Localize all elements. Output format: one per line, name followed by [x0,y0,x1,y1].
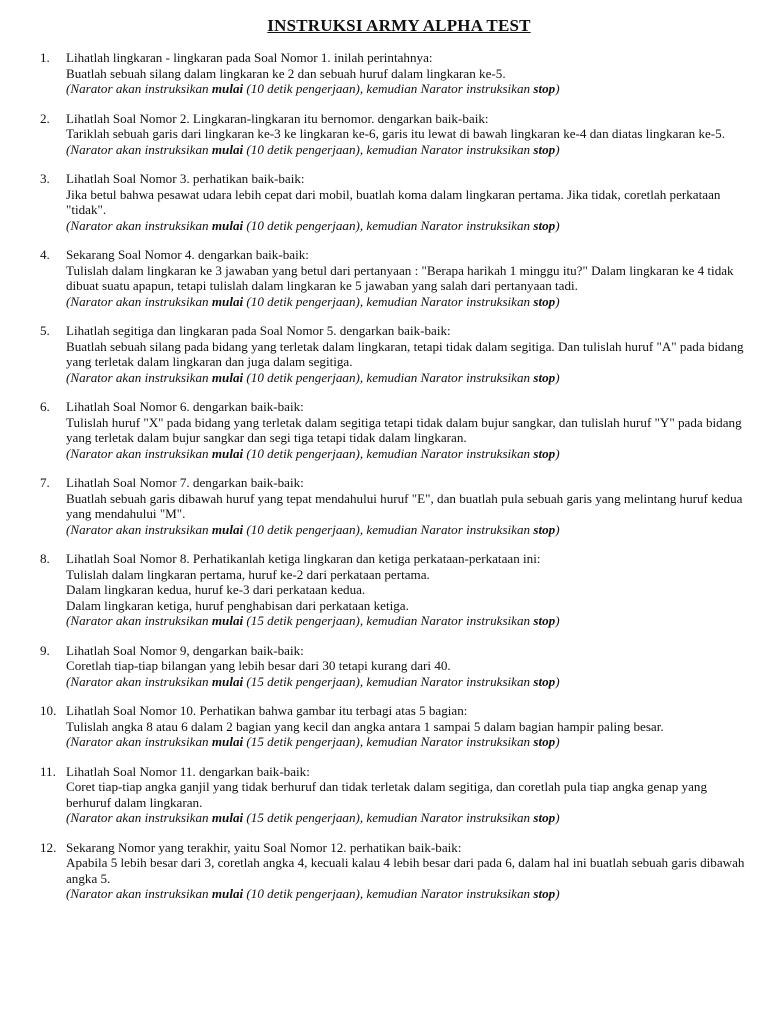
narrator-note [66,522,748,538]
item-instruction: Coret tiap-tiap angka ganjil yang tidak berhuruf dan tidak terletak dalam segitiga, dan coretlah pula tiap angka genap yang berhuruf dalam lingkaran. [66,779,707,810]
item-instruction: Buatlah sebuah silang pada bidang yang terletak dalam lingkaran, tetapi tidak dalam segitiga. Dan tulislah huruf "A" pada bidang yang terletak dalam lingkaran dan juga dalam segitiga. [66,338,744,369]
narrator-stop-word: stop [533,613,556,628]
narrator-text: (Narator akan instruksikan [66,521,212,537]
narrator-start-word: mulai [211,141,244,157]
narrator-text: (10 detik pengerjaan), kemudian Narator instruksikan [243,293,534,309]
narrator-text: (Narator akan instruksikan [66,810,212,825]
item-heading: Lihatlah Soal Nomor 10. Perhatikan bahwa gambar itu terbagi atas 5 bagian: [66,703,468,718]
instruction-item [40,764,748,826]
item-instruction: Tariklah sebuah garis dari lingkaran ke-3 ke lingkaran ke-6, garis itu lewat di bawah lingkaran ke-4 dan diatas lingkaran ke-5. [66,126,725,141]
narrator-text: ) [555,673,560,689]
narrator-start-word: mulai [211,217,244,233]
narrator-text: (Narator akan instruksikan [66,886,212,901]
item-instruction: Apabila 5 lebih besar dari 3, coretlah angka 4, kecuali kalau 4 lebih besar dari pada 6, dalam hal ini buatlah sebuah garis dibawah angka 5. [66,855,745,886]
narrator-start-word: mulai [211,293,244,309]
item-heading: Lihatlah Soal Nomor 2. Lingkaran-lingkaran itu bernomor. dengarkan baik-baik: [66,110,489,126]
narrator-text: (Narator akan instruksikan [66,734,212,749]
narrator-start-word: mulai [211,886,244,901]
item-instruction: Dalam lingkaran ketiga, huruf penghabisan dari perkataan ketiga. [66,597,409,613]
instruction-item [40,247,748,309]
item-number: 5. [40,323,50,338]
item-heading: Lihatlah segitiga dan lingkaran pada Soal Nomor 5. dengarkan baik-baik: [66,323,451,338]
narrator-note [66,370,748,386]
narrator-stop-word: stop [533,217,556,233]
narrator-text: (10 detik pengerjaan), kemudian Narator instruksikan [243,217,534,233]
item-instruction: Buatlah sebuah silang dalam lingkaran ke 2 dan sebuah huruf dalam lingkaran ke-5. [66,65,506,81]
narrator-text: (15 detik pengerjaan), kemudian Narator instruksikan [243,613,534,628]
narrator-start-word: mulai [211,613,244,628]
narrator-text: (Narator akan instruksikan [66,217,212,233]
narrator-text: ) [555,369,560,385]
instruction-item [40,50,748,97]
narrator-text: ) [555,217,560,233]
narrator-text: (15 detik pengerjaan), kemudian Narator instruksikan [243,810,534,825]
item-instruction: Tulislah huruf "X" pada bidang yang terletak dalam segitiga tetapi tidak dalam bujur sangkar, dan tulislah huruf "Y" pada bidang yang terletak dalam bujur sangkar dan segi tiga tetapi tidak dalam lingkaran. [66,414,742,445]
narrator-stop-word: stop [533,521,556,537]
narrator-text: ) [555,81,560,96]
narrator-text: ) [555,810,560,825]
narrator-text: (Narator akan instruksikan [66,673,212,689]
item-number: 12. [40,839,57,855]
instruction-item [40,111,748,158]
narrator-stop-word: stop [533,293,556,309]
narrator-note [66,218,748,234]
narrator-note [66,734,748,750]
narrator-note [66,142,748,158]
narrator-text: (Narator akan instruksikan [66,445,212,461]
narrator-stop-word: stop [533,369,556,385]
instruction-item [40,171,748,233]
item-number: 9. [40,642,50,658]
item-heading: Sekarang Soal Nomor 4. dengarkan baik-baik: [66,247,309,262]
item-instruction: Buatlah sebuah garis dibawah huruf yang tepat mendahului huruf "E", dan buatlah pula sebuah garis yang melintang huruf kedua yang mendahului "M". [66,490,743,521]
narrator-stop-word: stop [533,445,556,461]
narrator-text: (10 detik pengerjaan), kemudian Narator instruksikan [243,141,534,157]
narrator-text: (Narator akan instruksikan [66,369,212,385]
narrator-text: ) [555,886,560,901]
instruction-item [40,475,748,537]
item-heading: Lihatlah Soal Nomor 9, dengarkan baik-baik: [66,642,304,658]
narrator-text: ) [555,141,560,157]
item-number: 10. [40,703,57,718]
narrator-text: (10 detik pengerjaan), kemudian Narator instruksikan [243,81,534,96]
narrator-text: (15 detik pengerjaan), kemudian Narator instruksikan [243,734,534,749]
narrator-stop-word: stop [533,886,556,901]
narrator-text: ) [555,613,560,628]
item-number: 11. [40,763,56,779]
item-number: 2. [40,110,50,126]
item-heading: Lihatlah lingkaran - lingkaran pada Soal Nomor 1. inilah perintahnya: [66,50,433,65]
narrator-note [66,294,748,310]
narrator-stop-word: stop [533,673,556,689]
instruction-list [40,50,748,902]
narrator-start-word: mulai [211,369,244,385]
item-number: 8. [40,551,50,566]
narrator-text: (15 detik pengerjaan), kemudian Narator instruksikan [243,673,534,689]
item-heading: Lihatlah Soal Nomor 3. perhatikan baik-baik: [66,171,305,186]
narrator-note [66,810,748,826]
narrator-stop-word: stop [533,734,556,749]
instruction-item [40,551,748,629]
narrator-text: (Narator akan instruksikan [66,141,212,157]
narrator-note [66,886,748,902]
item-heading: Lihatlah Soal Nomor 7. dengarkan baik-baik: [66,475,304,490]
instruction-item [40,323,748,385]
narrator-text: ) [555,734,560,749]
narrator-start-word: mulai [211,810,244,825]
narrator-text: ) [555,521,560,537]
page-title: INSTRUKSI ARMY ALPHA TEST [267,16,531,35]
narrator-start-word: mulai [211,521,244,537]
narrator-text: (10 detik pengerjaan), kemudian Narator instruksikan [243,521,534,537]
narrator-note [66,81,748,97]
item-instruction: Dalam lingkaran kedua, huruf ke-3 dari perkataan kedua. [66,582,366,597]
narrator-start-word: mulai [211,81,244,96]
item-instruction: Tulislah dalam lingkaran ke 3 jawaban yang betul dari pertanyaan : "Berapa harikah 1 minggu itu?" Dalam lingkaran ke 4 tidak dibuat suatu apapun, tetapi tulislah dalam lingkaran ke 5 jawaban yang salah dari pertanyaan tadi. [66,262,734,293]
narrator-stop-word: stop [533,810,556,825]
item-number: 3. [40,171,50,186]
narrator-text: ) [555,293,560,309]
item-instruction: Tulislah dalam lingkaran pertama, huruf ke-2 dari perkataan pertama. [66,566,430,582]
instruction-item [40,399,748,461]
narrator-text: (Narator akan instruksikan [66,81,212,96]
item-instruction: Tulislah angka 8 atau 6 dalam 2 bagian yang kecil dan angka antara 1 sampai 5 dalam bagian hampir paling besar. [66,718,664,734]
item-number: 1. [40,50,50,65]
narrator-text: (10 detik pengerjaan), kemudian Narator instruksikan [243,369,534,385]
item-instruction: Jika betul bahwa pesawat udara lebih cepat dari mobil, buatlah koma dalam lingkaran pertama. Jika tidak, coretlah perkataan "tidak". [66,186,721,217]
item-number: 7. [40,475,50,490]
item-heading: Lihatlah Soal Nomor 11. dengarkan baik-baik: [66,763,310,779]
item-heading: Lihatlah Soal Nomor 8. Perhatikanlah ketiga lingkaran dan ketiga perkataan-perkataan ini: [66,551,541,566]
item-number: 6. [40,399,50,414]
narrator-start-word: mulai [211,734,244,749]
item-instruction: Coretlah tiap-tiap bilangan yang lebih besar dari 30 tetapi kurang dari 40. [66,658,451,673]
instruction-item [40,840,748,902]
narrator-note [66,446,748,462]
narrator-stop-word: stop [533,141,556,157]
item-heading: Sekarang Nomor yang terakhir, yaitu Soal Nomor 12. perhatikan baik-baik: [66,839,462,855]
narrator-text: ) [555,445,560,461]
narrator-note [66,674,748,690]
narrator-text: (Narator akan instruksikan [66,293,212,309]
instruction-item [40,643,748,690]
narrator-text: (10 detik pengerjaan), kemudian Narator instruksikan [243,886,534,901]
narrator-stop-word: stop [533,81,556,96]
instruction-item [40,703,748,750]
narrator-text: (10 detik pengerjaan), kemudian Narator instruksikan [243,445,534,461]
narrator-start-word: mulai [211,673,244,689]
narrator-note [66,613,748,629]
item-heading: Lihatlah Soal Nomor 6. dengarkan baik-baik: [66,399,304,414]
item-number: 4. [40,247,50,262]
narrator-start-word: mulai [211,445,244,461]
narrator-text: (Narator akan instruksikan [66,613,212,628]
